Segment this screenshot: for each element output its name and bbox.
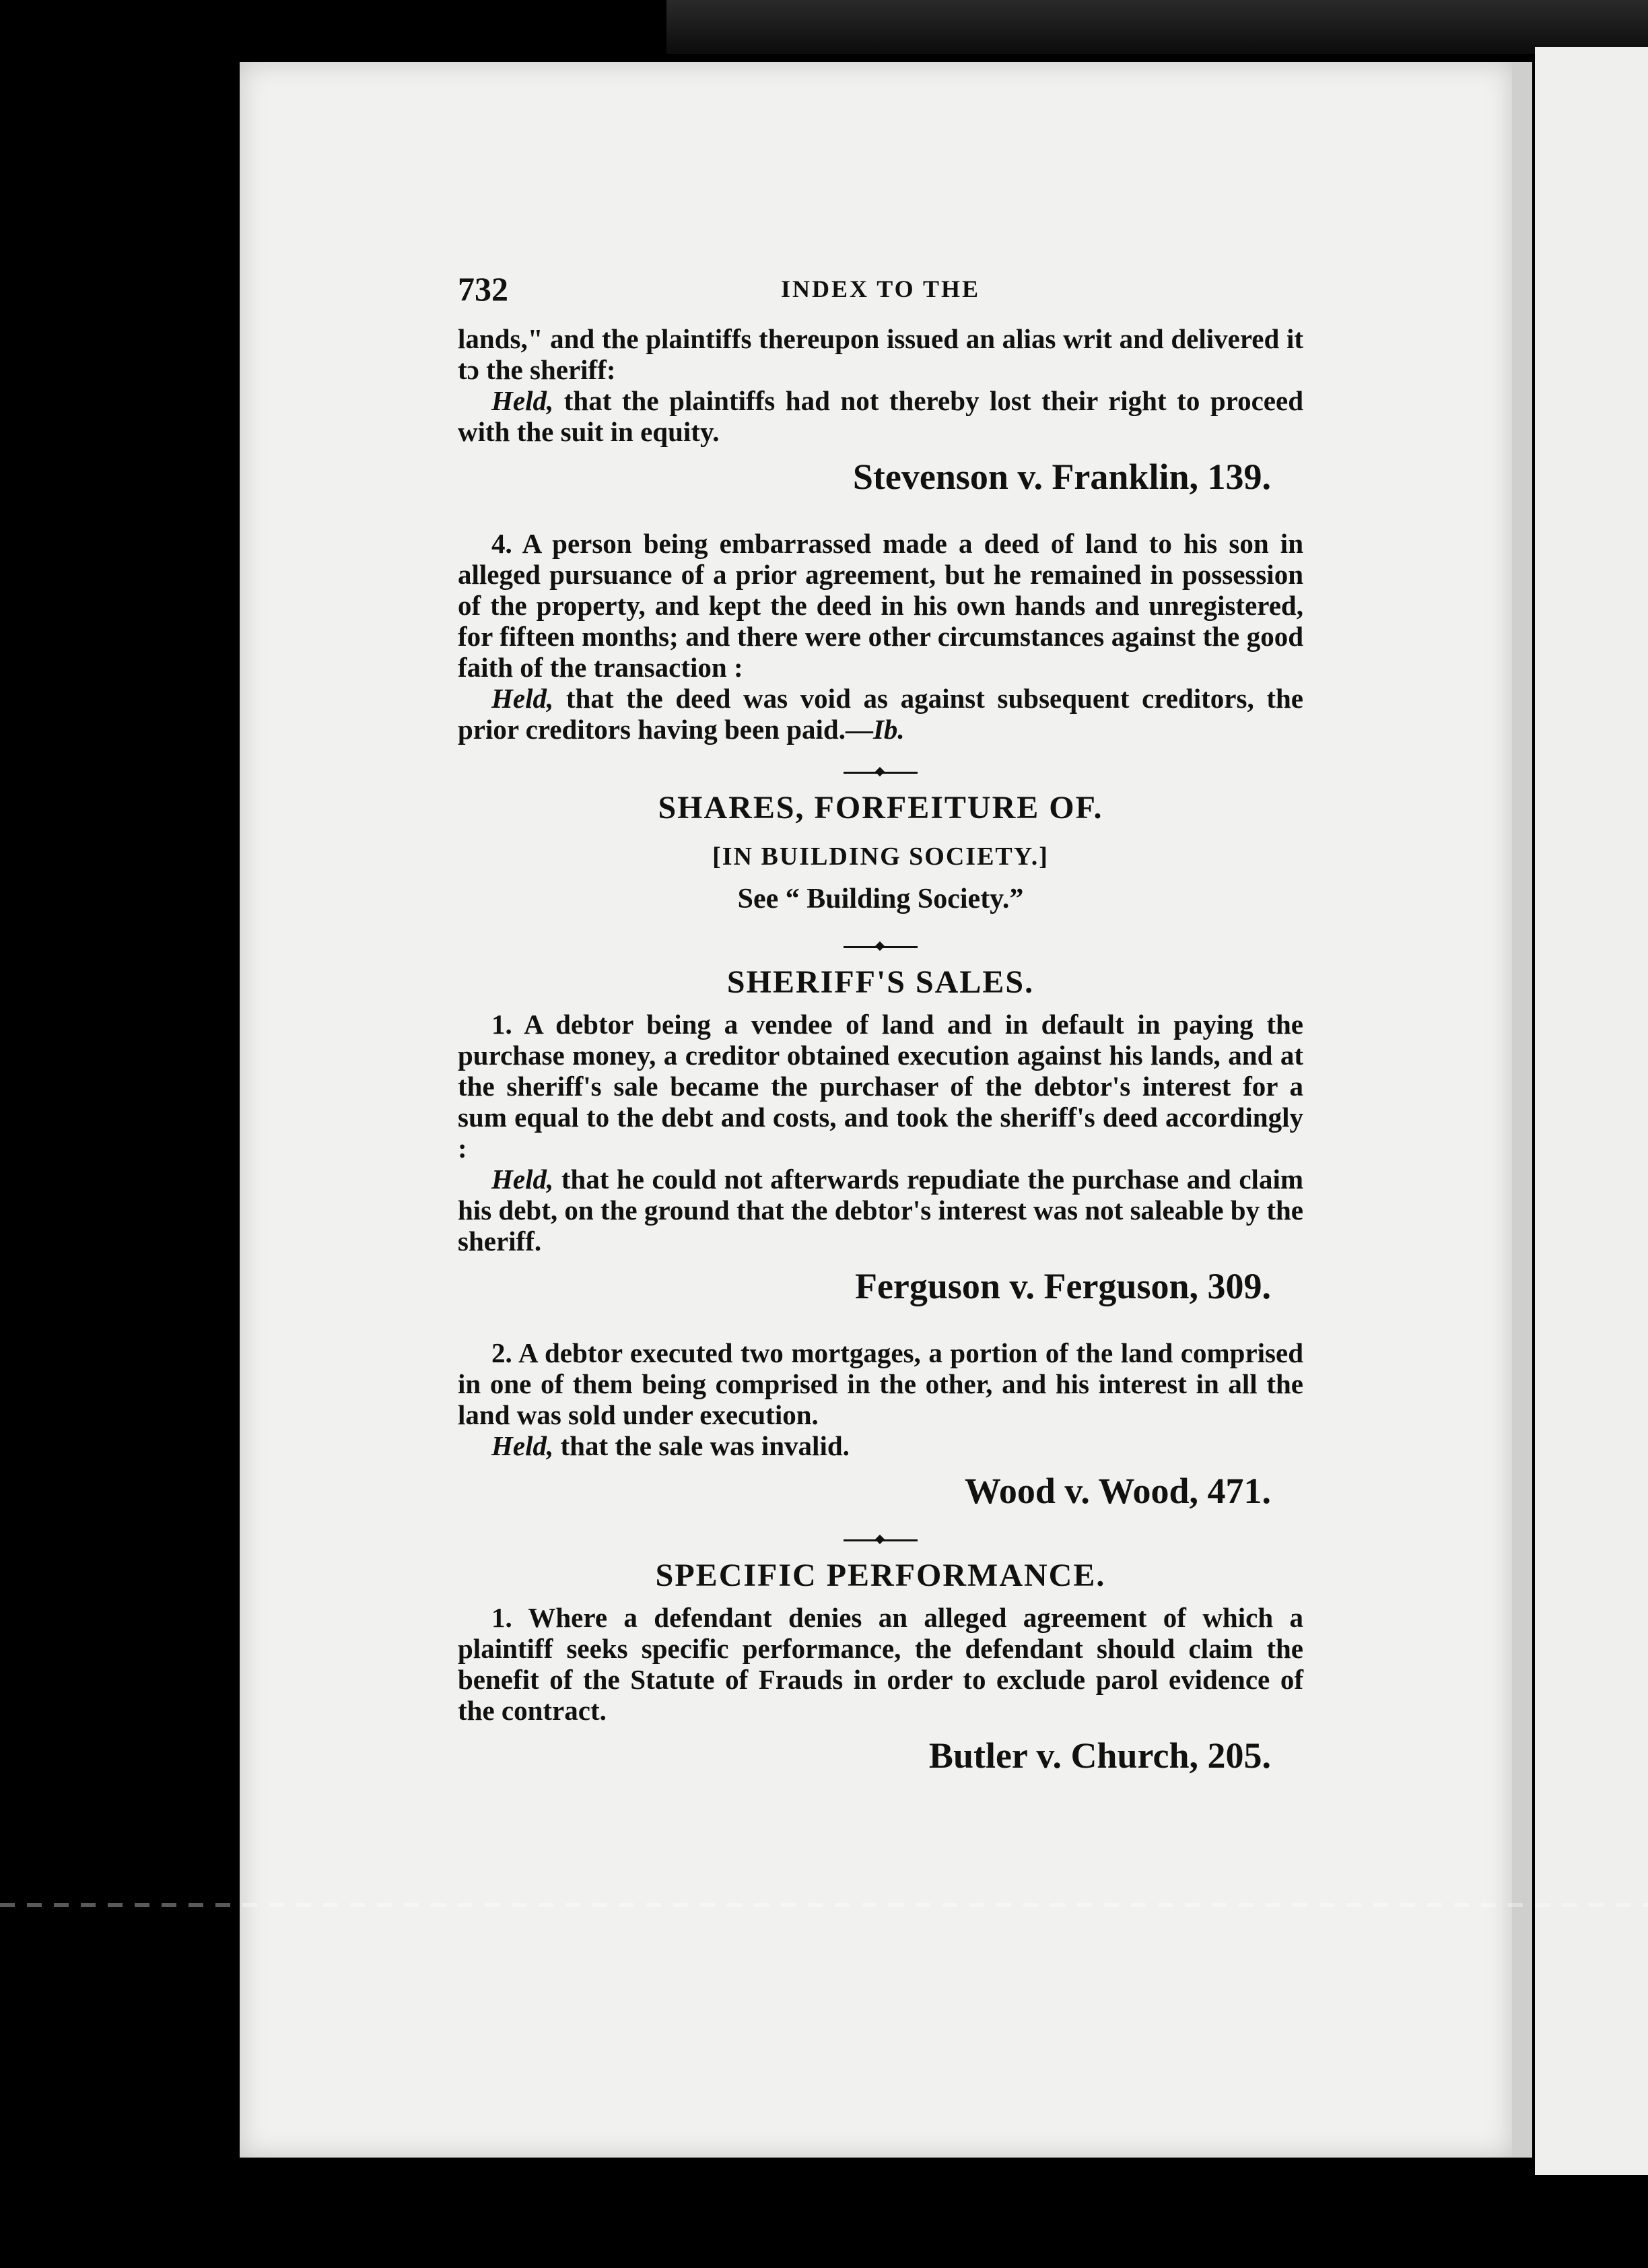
spacer (458, 1308, 1303, 1337)
held-text: that the deed was void as against subsequent creditors, the prior creditors having been paid.— (458, 683, 1303, 745)
section-heading-specific: SPECIFIC PERFORMANCE. (655, 1558, 1106, 1593)
entry-paragraph: 2. A debtor executed two mortgages, a portion of the land comprised in one of them being comprised in the other, and his interest in all the land was sold under execution. (458, 1337, 1303, 1430)
page-number: 732 (458, 270, 508, 308)
entry-paragraph: 4. A person being embarrassed made a deed of land to his son in alleged pursuance of a prior agreement, but he remained in possession of the property, and kept the deed in his own hands and unregistered, for fifteen months; and there were other circumstances against the good faith of the transaction : (458, 528, 1303, 683)
page-edge-shadow (1512, 62, 1532, 2158)
ibid-reference: Ib. (872, 714, 905, 745)
running-head (458, 269, 1303, 323)
entry-holding (458, 1164, 1303, 1257)
entry-holding (458, 1430, 1303, 1461)
held-text: that he could not afterwards repudiate the purchase and claim his debt, on the ground that the debtor's interest was not saleable by the sheriff. (458, 1164, 1303, 1257)
adjacent-page-edge (1535, 47, 1648, 2175)
section-divider (844, 946, 918, 948)
cross-reference: See “ Building Society.” (737, 883, 1024, 914)
held-label: Held, (491, 385, 554, 416)
page-content (458, 269, 1303, 1777)
entry-paragraph: 1. A debtor being a vendee of land and in default in paying the purchase money, a creditor obtained execution against his lands, and at the sheriff's sale became the purchaser of the debtor's interest for a sum equal to the debt and costs, and took the sheriff's deed accordingly : (458, 1009, 1303, 1164)
spacer (458, 498, 1303, 528)
film-frame-top (666, 0, 1648, 54)
case-citation: Butler v. Church, 205. (928, 1735, 1271, 1776)
film-scratch-line (0, 1903, 1648, 1907)
section-heading-sheriff: SHERIFF'S SALES. (726, 964, 1035, 1000)
case-citation: Wood v. Wood, 471. (964, 1471, 1271, 1511)
case-citation: Stevenson v. Franklin, 139. (852, 457, 1271, 497)
section-heading-shares: SHARES, FORFEITURE OF. (658, 790, 1103, 826)
case-citation: Ferguson v. Ferguson, 309. (854, 1266, 1271, 1306)
held-text: that the sale was invalid. (553, 1430, 850, 1461)
entry-continuation-text: lands," and the plaintiffs thereupon issued an alias writ and delivered it tɔ the sheriff: (458, 323, 1303, 385)
section-divider (844, 772, 918, 774)
bracket-note: [IN BUILDING SOCIETY.] (712, 842, 1049, 871)
held-text: that the plaintiffs had not thereby lost their right to proceed with the suit in equity. (458, 385, 1303, 447)
entry-paragraph: 1. Where a defendant denies an alleged agreement of which a plaintiff seeks specific performance, the defendant should claim the benefit of the Statute of Frauds in order to exclude parol evidence of the contract. (458, 1602, 1303, 1726)
entry-holding (458, 683, 1303, 745)
entry-holding (458, 385, 1303, 447)
held-label: Held, (491, 1430, 554, 1461)
section-divider (844, 1539, 918, 1541)
running-title: INDEX TO THE (780, 275, 981, 302)
held-label: Held, (491, 683, 554, 714)
held-label: Held, (491, 1164, 554, 1195)
